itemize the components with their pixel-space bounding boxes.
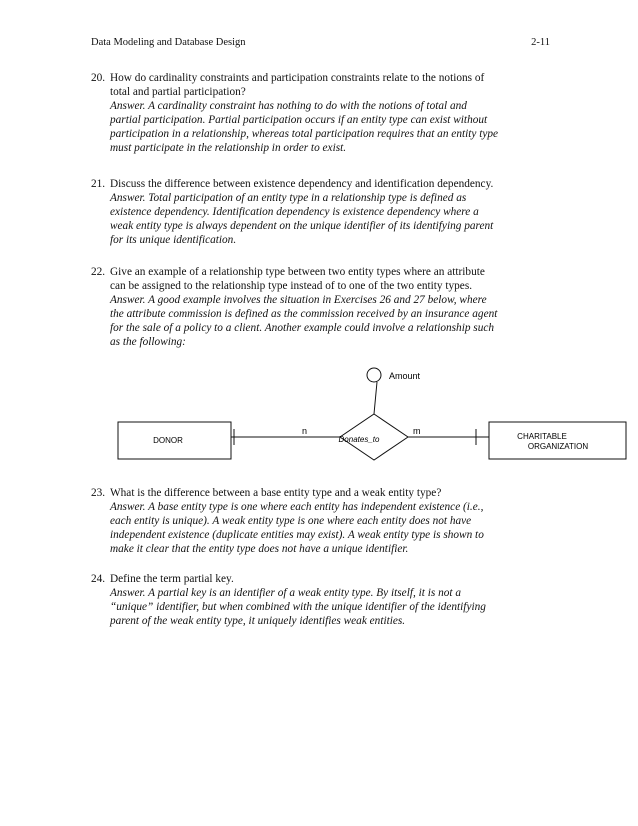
question-text: What is the difference between a base entity type and a weak entity type?: [110, 487, 442, 499]
question-number: 20.: [91, 72, 106, 84]
answer-text: participation in a relationship, whereas total participation requires that an entity type: [110, 128, 499, 140]
answer-text: must participate in the relationship in order to exist.: [110, 142, 347, 154]
question-number: 21.: [91, 178, 106, 190]
answer-text: for the sale of a policy to a client. Another example could involve a relationship such: [110, 322, 495, 334]
answer-text: for its unique identification.: [110, 234, 237, 246]
question-number: 23.: [91, 487, 106, 499]
header-page-number: 2-11: [531, 37, 550, 48]
question-text: How do cardinality constraints and participation constraints relate to the notions of: [110, 72, 485, 84]
entity-donor-label: DONOR: [153, 436, 183, 445]
question-number: 24.: [91, 573, 106, 585]
answer-text: Answer. A good example involves the situation in Exercises 26 and 27 below, where: [110, 294, 487, 306]
cardinality-n: n: [302, 426, 308, 436]
attribute-circle: [367, 368, 381, 382]
answer-text: Answer. Total participation of an entity type in a relationship type is defined as: [110, 192, 467, 204]
question-24: [91, 572, 551, 628]
answer-text: independent existence (duplicate entities may exist). A weak entity type is shown to: [110, 529, 484, 541]
answer-text: weak entity type is always dependent on the unique identifier of its identifying parent: [110, 220, 494, 232]
answer-text: existence dependency. Identification dependency is existence dependency where a: [110, 206, 479, 218]
question-22: [91, 265, 551, 349]
question-20: [91, 71, 551, 155]
attribute-label: Amount: [389, 371, 421, 381]
answer-text: as the following:: [110, 336, 186, 348]
question-23: [91, 486, 551, 556]
attribute-connector: [374, 382, 377, 414]
answer-text: each entity is unique). A weak entity type is one where each entity does not have: [110, 515, 472, 527]
relationship-label: Donates_to: [338, 435, 380, 444]
er-diagram: [0, 355, 638, 480]
answer-text: Answer. A base entity type is one where each entity has independent existence (i.e.,: [110, 501, 484, 513]
question-text: Give an example of a relationship type between two entity types where an attribute: [110, 266, 485, 278]
cardinality-m: m: [413, 426, 421, 436]
question-21: [91, 177, 551, 247]
answer-text: the attribute commission is defined as the commission received by an insurance agent: [110, 308, 498, 320]
question-number: 22.: [91, 266, 106, 278]
answer-text: partial participation. Partial participation occurs if an entity type can exist without: [110, 114, 488, 126]
answer-text: Answer. A partial key is an identifier of a weak entity type. By itself, it is not a: [110, 587, 461, 599]
question-text: can be assigned to the relationship type instead of to one of the two entity types.: [110, 280, 473, 292]
answer-text: make it clear that the entity type does not have a unique identifier.: [110, 543, 409, 555]
entity-right-label-line1: CHARITABLE: [517, 432, 567, 441]
entity-right-label-line2: ORGANIZATION: [527, 442, 589, 451]
answer-text: “unique” identifier, but when combined with the unique identifier of the identifying: [110, 601, 486, 613]
answer-text: parent of the weak entity type, it uniquely identifies weak entities.: [110, 615, 406, 627]
question-text: Define the term partial key.: [110, 573, 234, 585]
question-text: Discuss the difference between existence dependency and identification dependency.: [110, 178, 494, 190]
header-title: Data Modeling and Database Design: [91, 37, 246, 48]
question-text: total and partial participation?: [110, 86, 246, 98]
answer-text: Answer. A cardinality constraint has nothing to do with the notions of total and: [110, 100, 467, 112]
